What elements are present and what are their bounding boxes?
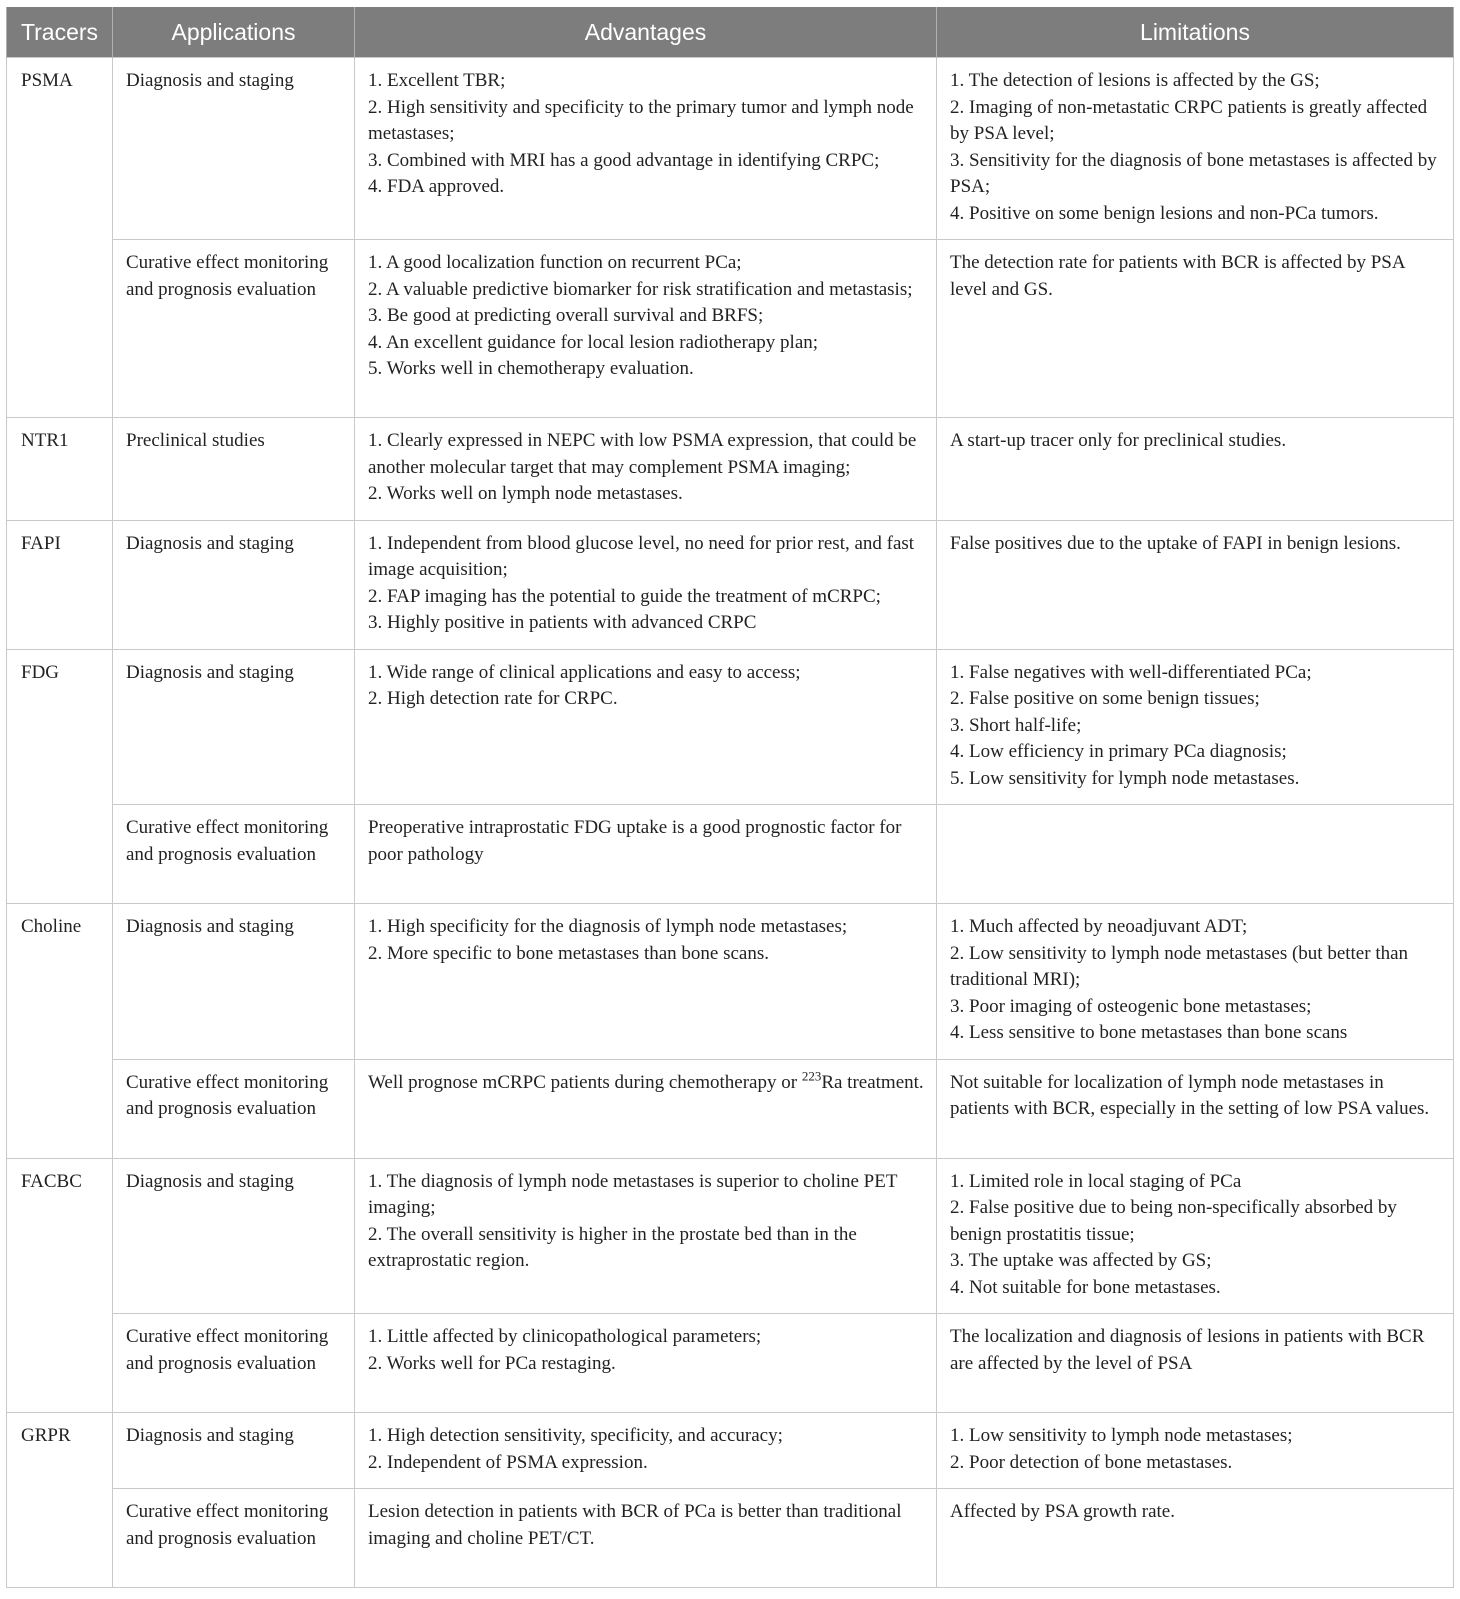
limitations-cell: [937, 58, 1454, 240]
limitation-item: 1. False negatives with well-differentiated PCa;: [950, 661, 1312, 683]
advantage-item: 1. Excellent TBR;: [368, 70, 506, 91]
limitations-cell: The localization and diagnosis of lesions in patients with BCR are affected by the level of PSA: [937, 1314, 1454, 1413]
application-cell: Diagnosis and staging: [113, 1158, 355, 1314]
application-cell: Diagnosis and staging: [113, 1413, 355, 1489]
limitation-item: 3. The uptake was affected by GS;: [950, 1250, 1212, 1271]
advantage-item: 1. Clearly expressed in NEPC with low PSMA expression, that could be another molecular target that may complement PSMA imaging;: [368, 430, 917, 478]
advantage-item: 3. Highly positive in patients with advanced CRPC: [368, 612, 757, 633]
limitation-item: 5. Low sensitivity for lymph node metastases.: [950, 767, 1300, 789]
limitations-cell: [937, 805, 1454, 904]
limitations-cell: [937, 1413, 1454, 1489]
tracer-facbc: FACBC: [7, 1158, 113, 1413]
advantage-item: 4. An excellent guidance for local lesion radiotherapy plan;: [368, 331, 819, 353]
advantage-item: 2. More specific to bone metastases than bone scans.: [368, 942, 769, 964]
limitation-item: 3. Short half-life;: [950, 714, 1082, 736]
advantages-cell: [355, 649, 937, 805]
limitation-item: 4. Less sensitive to bone metastases than bone scans: [950, 1022, 1348, 1043]
advantage-item: 2. A valuable predictive biomarker for risk stratification and metastasis;: [368, 278, 913, 300]
advantage-item: 1. High specificity for the diagnosis of lymph node metastases;: [368, 916, 848, 937]
limitation-item: 4. Low efficiency in primary PCa diagnosis;: [950, 741, 1287, 762]
table-row: [7, 904, 1454, 1060]
advantage-item: 1. Wide range of clinical applications and easy to access;: [368, 661, 801, 683]
tracer-choline: Choline: [7, 904, 113, 1159]
tracer-fapi: FAPI: [7, 520, 113, 649]
limitations-cell: [937, 1158, 1454, 1314]
advantages-cell: [355, 904, 937, 1060]
tracer-comparison-table-container: [6, 7, 1453, 1588]
table-row: [7, 418, 1454, 521]
application-cell: Curative effect monitoring and prognosis evaluation: [113, 805, 355, 904]
tracer-fdg: FDG: [7, 649, 113, 904]
advantages-cell: [355, 1413, 937, 1489]
table-row: [7, 1413, 1454, 1489]
advantage-item: 3. Be good at predicting overall survival and BRFS;: [368, 305, 764, 326]
limitations-cell: [937, 649, 1454, 805]
advantage-item: 1. Independent from blood glucose level, no need for prior rest, and fast image acquisition;: [368, 532, 915, 580]
limitation-item: 2. Poor detection of bone metastases.: [950, 1451, 1233, 1473]
table-row: [7, 58, 1454, 240]
table-row: [7, 1158, 1454, 1314]
advantages-cell: Preoperative intraprostatic FDG uptake is a good prognostic factor for poor pathology: [355, 805, 937, 904]
advantages-cell: [355, 1158, 937, 1314]
tracer-comparison-table: [6, 7, 1454, 1588]
table-row: [7, 805, 1454, 904]
table-row: [7, 1489, 1454, 1588]
limitations-cell: A start-up tracer only for preclinical studies.: [937, 418, 1454, 521]
advantage-item: 2. High sensitivity and specificity to the primary tumor and lymph node metastases;: [368, 96, 914, 144]
table-row: [7, 1314, 1454, 1413]
application-cell: Curative effect monitoring and prognosis evaluation: [113, 1489, 355, 1588]
advantage-item: 4. FDA approved.: [368, 176, 505, 197]
table-row: [7, 520, 1454, 649]
application-cell: Diagnosis and staging: [113, 58, 355, 240]
advantage-item: 2. Independent of PSMA expression.: [368, 1451, 648, 1473]
advantage-text: Well prognose mCRPC patients during chemotherapy or: [368, 1071, 802, 1093]
limitation-item: 2. False positive on some benign tissues;: [950, 688, 1260, 709]
limitations-cell: Not suitable for localization of lymph node metastases in patients with BCR, especially in the setting of low PSA values.: [937, 1059, 1454, 1158]
advantages-cell: [355, 1314, 937, 1413]
advantage-item: 3. Combined with MRI has a good advantage in identifying CRPC;: [368, 149, 880, 171]
advantage-text: Ra treatment.: [821, 1071, 924, 1093]
table-row: [7, 1059, 1454, 1158]
limitations-cell: False positives due to the uptake of FAPI in benign lesions.: [937, 520, 1454, 649]
advantage-item: 1. A good localization function on recurrent PCa;: [368, 252, 742, 273]
advantage-item: 1. The diagnosis of lymph node metastases is superior to choline PET imaging;: [368, 1170, 898, 1218]
advantage-item: 5. Works well in chemotherapy evaluation.: [368, 358, 694, 379]
limitation-item: 3. Sensitivity for the diagnosis of bone metastases is affected by PSA;: [950, 149, 1437, 197]
application-cell: Preclinical studies: [113, 418, 355, 521]
tracer-grpr: GRPR: [7, 1413, 113, 1588]
advantages-cell: [355, 58, 937, 240]
table-row: [7, 240, 1454, 418]
table-header-row: [7, 7, 1454, 58]
header-advantages: Advantages: [355, 7, 937, 58]
header-limitations: Limitations: [937, 7, 1454, 58]
limitation-item: 2. Low sensitivity to lymph node metastases (but better than traditional MRI);: [950, 942, 1409, 990]
advantage-item: 1. High detection sensitivity, specificity, and accuracy;: [368, 1425, 783, 1446]
advantages-cell: [355, 240, 937, 418]
application-cell: Diagnosis and staging: [113, 649, 355, 805]
advantage-item: 2. Works well on lymph node metastases.: [368, 483, 683, 504]
limitations-cell: [937, 904, 1454, 1060]
header-applications: Applications: [113, 7, 355, 58]
limitation-item: 3. Poor imaging of osteogenic bone metastases;: [950, 995, 1312, 1017]
advantages-cell: Lesion detection in patients with BCR of PCa is better than traditional imaging and choline PET/CT.: [355, 1489, 937, 1588]
advantages-cell: [355, 520, 937, 649]
advantages-cell: [355, 418, 937, 521]
application-cell: Diagnosis and staging: [113, 520, 355, 649]
limitation-item: 4. Positive on some benign lesions and non-PCa tumors.: [950, 202, 1379, 224]
limitations-cell: The detection rate for patients with BCR is affected by PSA level and GS.: [937, 240, 1454, 418]
application-cell: Diagnosis and staging: [113, 904, 355, 1060]
isotope-mass-number: 223: [801, 1068, 822, 1084]
tracer-psma: PSMA: [7, 58, 113, 418]
tracer-ntr1: NTR1: [7, 418, 113, 521]
limitation-item: 2. Imaging of non-metastatic CRPC patients is greatly affected by PSA level;: [950, 96, 1428, 144]
advantage-item: 2. Works well for PCa restaging.: [368, 1352, 616, 1374]
application-cell: Curative effect monitoring and prognosis evaluation: [113, 240, 355, 418]
limitation-item: 1. The detection of lesions is affected by the GS;: [950, 70, 1320, 91]
limitations-cell: Affected by PSA growth rate.: [937, 1489, 1454, 1588]
advantage-item: 2. FAP imaging has the potential to guide the treatment of mCRPC;: [368, 585, 881, 607]
advantage-item: 2. The overall sensitivity is higher in the prostate bed than in the extraprostatic region.: [368, 1223, 857, 1271]
limitation-item: 1. Low sensitivity to lymph node metastases;: [950, 1425, 1293, 1446]
application-cell: Curative effect monitoring and prognosis evaluation: [113, 1059, 355, 1158]
application-cell: Curative effect monitoring and prognosis evaluation: [113, 1314, 355, 1413]
limitation-item: 1. Much affected by neoadjuvant ADT;: [950, 916, 1248, 937]
limitation-item: 4. Not suitable for bone metastases.: [950, 1276, 1221, 1298]
advantage-item: 1. Little affected by clinicopathological parameters;: [368, 1326, 762, 1347]
advantage-item: 2. High detection rate for CRPC.: [368, 688, 618, 709]
table-row: [7, 649, 1454, 805]
advantages-cell: [355, 1059, 937, 1158]
header-tracers: Tracers: [7, 7, 113, 58]
limitation-item: 1. Limited role in local staging of PCa: [950, 1170, 1242, 1192]
limitation-item: 2. False positive due to being non-specifically absorbed by benign prostatitis tissue;: [950, 1197, 1397, 1245]
